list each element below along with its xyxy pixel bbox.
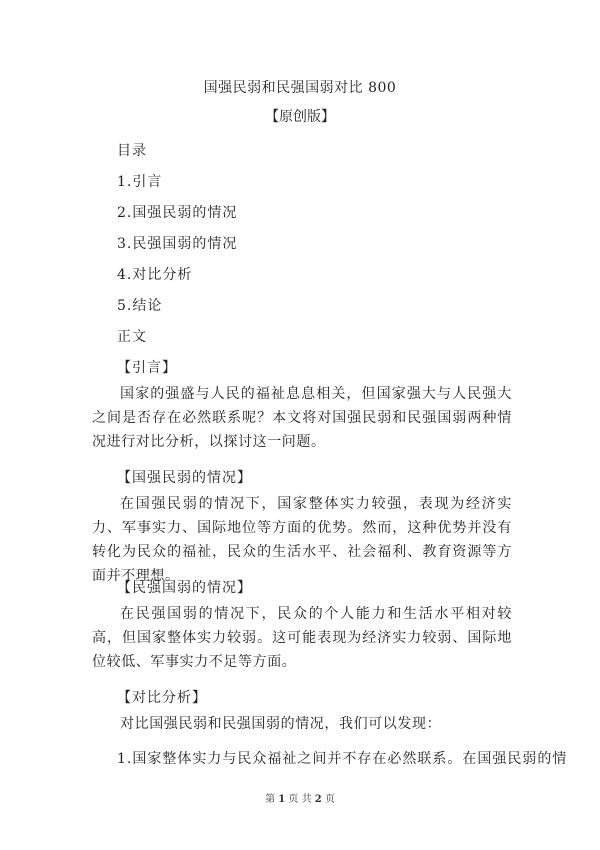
document-subtitle: 【原创版】 <box>265 109 335 125</box>
section-text-intro: 国家的强盛与人民的福祉息息相关，但国家强大与人民强大之间是否存在必然联系呢？本文将对国强民弱和民强国弱两种情况进行对比分析，以探讨这一问题。 <box>92 386 512 450</box>
toc-heading: 目录 <box>117 143 147 159</box>
toc-item-3: 3.民强国弱的情况 <box>117 236 238 252</box>
section-heading-comparison: 【对比分析】 <box>117 690 207 706</box>
page-footer <box>0 790 600 805</box>
section-heading-intro: 【引言】 <box>117 360 177 376</box>
footer-prefix: 第 <box>265 794 276 805</box>
document-title: 国强民弱和民强国弱对比 800 <box>203 80 397 96</box>
toc-item-1: 1.引言 <box>117 174 163 190</box>
section-text-strong-people: 在民强国弱的情况下，民众的个人能力和生活水平相对较高，但国家整体实力较弱。这可能表现为经济实力较弱、国际地位较低、军事实力不足等方面。 <box>92 606 512 670</box>
section-heading-strong-people: 【民强国弱的情况】 <box>117 580 252 596</box>
footer-suffix: 页 <box>324 794 335 805</box>
footer-middle: 页 共 <box>288 794 312 805</box>
section-heading-strong-state: 【国强民弱的情况】 <box>117 470 252 486</box>
toc-item-5: 5.结论 <box>117 298 163 314</box>
comparison-point-1: 1.国家整体实力与民众福祉之间并不存在必然联系。在国强民弱的情 <box>117 751 568 767</box>
footer-page-number: 1 <box>278 794 286 805</box>
footer-page-total: 2 <box>314 794 322 805</box>
section-text-comparison: 对比国强民弱和民强国弱的情况，我们可以发现： <box>120 716 442 732</box>
toc-item-2: 2.国强民弱的情况 <box>117 205 238 221</box>
toc-item-4: 4.对比分析 <box>117 267 193 283</box>
body-heading: 正文 <box>117 329 147 345</box>
section-text-strong-state: 在国强民弱的情况下，国家整体实力较强，表现为经济实力、军事实力、国际地位等方面的优势。然而，这种优势并没有转化为民众的福祉，民众的生活水平、社会福利、教育资源等方面并不理想。 <box>92 496 512 584</box>
